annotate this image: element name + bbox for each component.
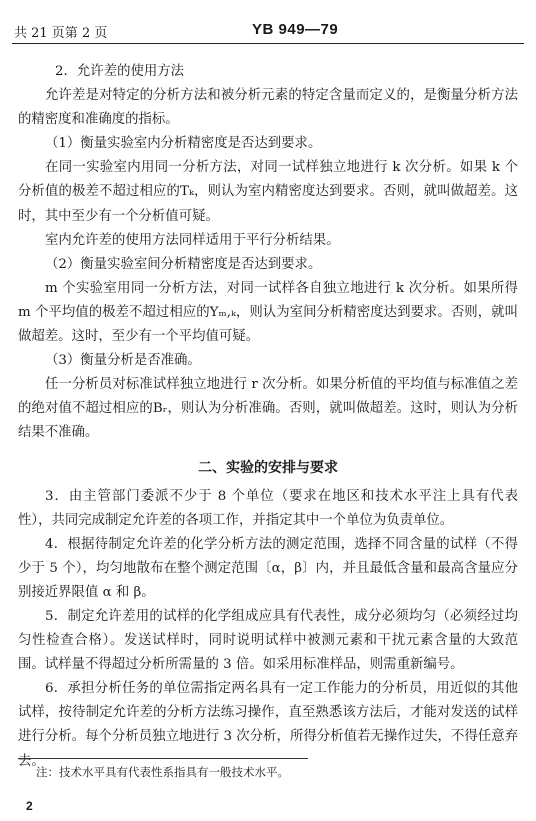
section-title: 二、实验的安排与要求 xyxy=(198,459,338,476)
footnote: 注：技术水平具有代表性系指具有一般技术水平。 xyxy=(36,765,289,779)
page-header xyxy=(14,22,520,42)
paragraph: 任一分析员对标准试样独立地进行 r 次分析。如果分析值的平均值与标准值之差的绝对值不超过相应的Bᵣ，则认为分析准确。否则，就叫做超差。这时，则认为分析结果不准确。 xyxy=(18,377,518,441)
subsection-heading: 2．允许差的使用方法 xyxy=(55,64,185,79)
document-body xyxy=(18,60,518,774)
footnote-rule xyxy=(18,758,308,759)
numbered-item: 4．根据待制定允许差的化学分析方法的测定范围，选择不同含量的试样（不得少于 5 个），均匀地散布在整个测定范围〔α，β〕内，并且最低含量和最高含量应分别接近界限值 α 和 β。 xyxy=(18,536,518,600)
page-number: 2 xyxy=(26,799,33,813)
paragraph: 在同一实验室内用同一分析方法，对同一试样独立地进行 k 次分析。如果 k 个分析值的极差不超过相应的Tₖ，则认为室内精密度达到要求。否则，就叫做超差。这时，其中至少有一个分析值可疑。 xyxy=(18,160,518,224)
numbered-item: 5．制定允许差用的试样的化学组成应具有代表性，成分必须均匀（必须经过均匀性检查合格）。发送试样时，同时说明试样中被测元素和干扰元素含量的大致范围。试样量不得超过分析所需量的 3 倍。如采用标准样品，则需重新编号。 xyxy=(18,608,518,673)
paragraph: 允许差是对特定的分析方法和被分析元素的特定含量而定义的，是衡量分析方法的精密度和准确度的指标。 xyxy=(18,88,518,128)
criterion-heading: （3）衡量分析是否准确。 xyxy=(45,353,201,369)
page-info: 共 21 页第 2 页 xyxy=(14,26,108,41)
standard-number: YB 949—79 xyxy=(252,21,339,38)
numbered-item: 3．由主管部门委派不少于 8 个单位（要求在地区和技术水平注上具有代表性），共同完成制定允许差的各项工作，并指定其中一个单位为负责单位。 xyxy=(18,488,518,528)
criterion-heading: （1）衡量实验室内分析精密度是否达到要求。 xyxy=(45,136,322,152)
paragraph: 室内允许差的使用方法同样适用于平行分析结果。 xyxy=(45,232,340,248)
paragraph: m 个实验室用同一分析方法，对同一试样各自独立地进行 k 次分析。如果所得 m 个平均值的极差不超过相应的Yₘ,ₖ，则认为室间分析精密度达到要求。否则，就叫做超差。这时，至少有一个平均值可疑。 xyxy=(18,280,518,345)
header-rule xyxy=(12,43,524,44)
criterion-heading: （2）衡量实验室间分析精密度是否达到要求。 xyxy=(45,256,322,272)
numbered-item: 6．承担分析任务的单位需指定两名具有一定工作能力的分析员，用近似的其他试样，按待制定允许差的分析方法练习操作，直至熟悉该方法后，才能对发送的试样进行分析。每个分析员独立地进行 3 次分析，所得分析值若无操作过失，不得任意弃去。 xyxy=(18,681,518,769)
